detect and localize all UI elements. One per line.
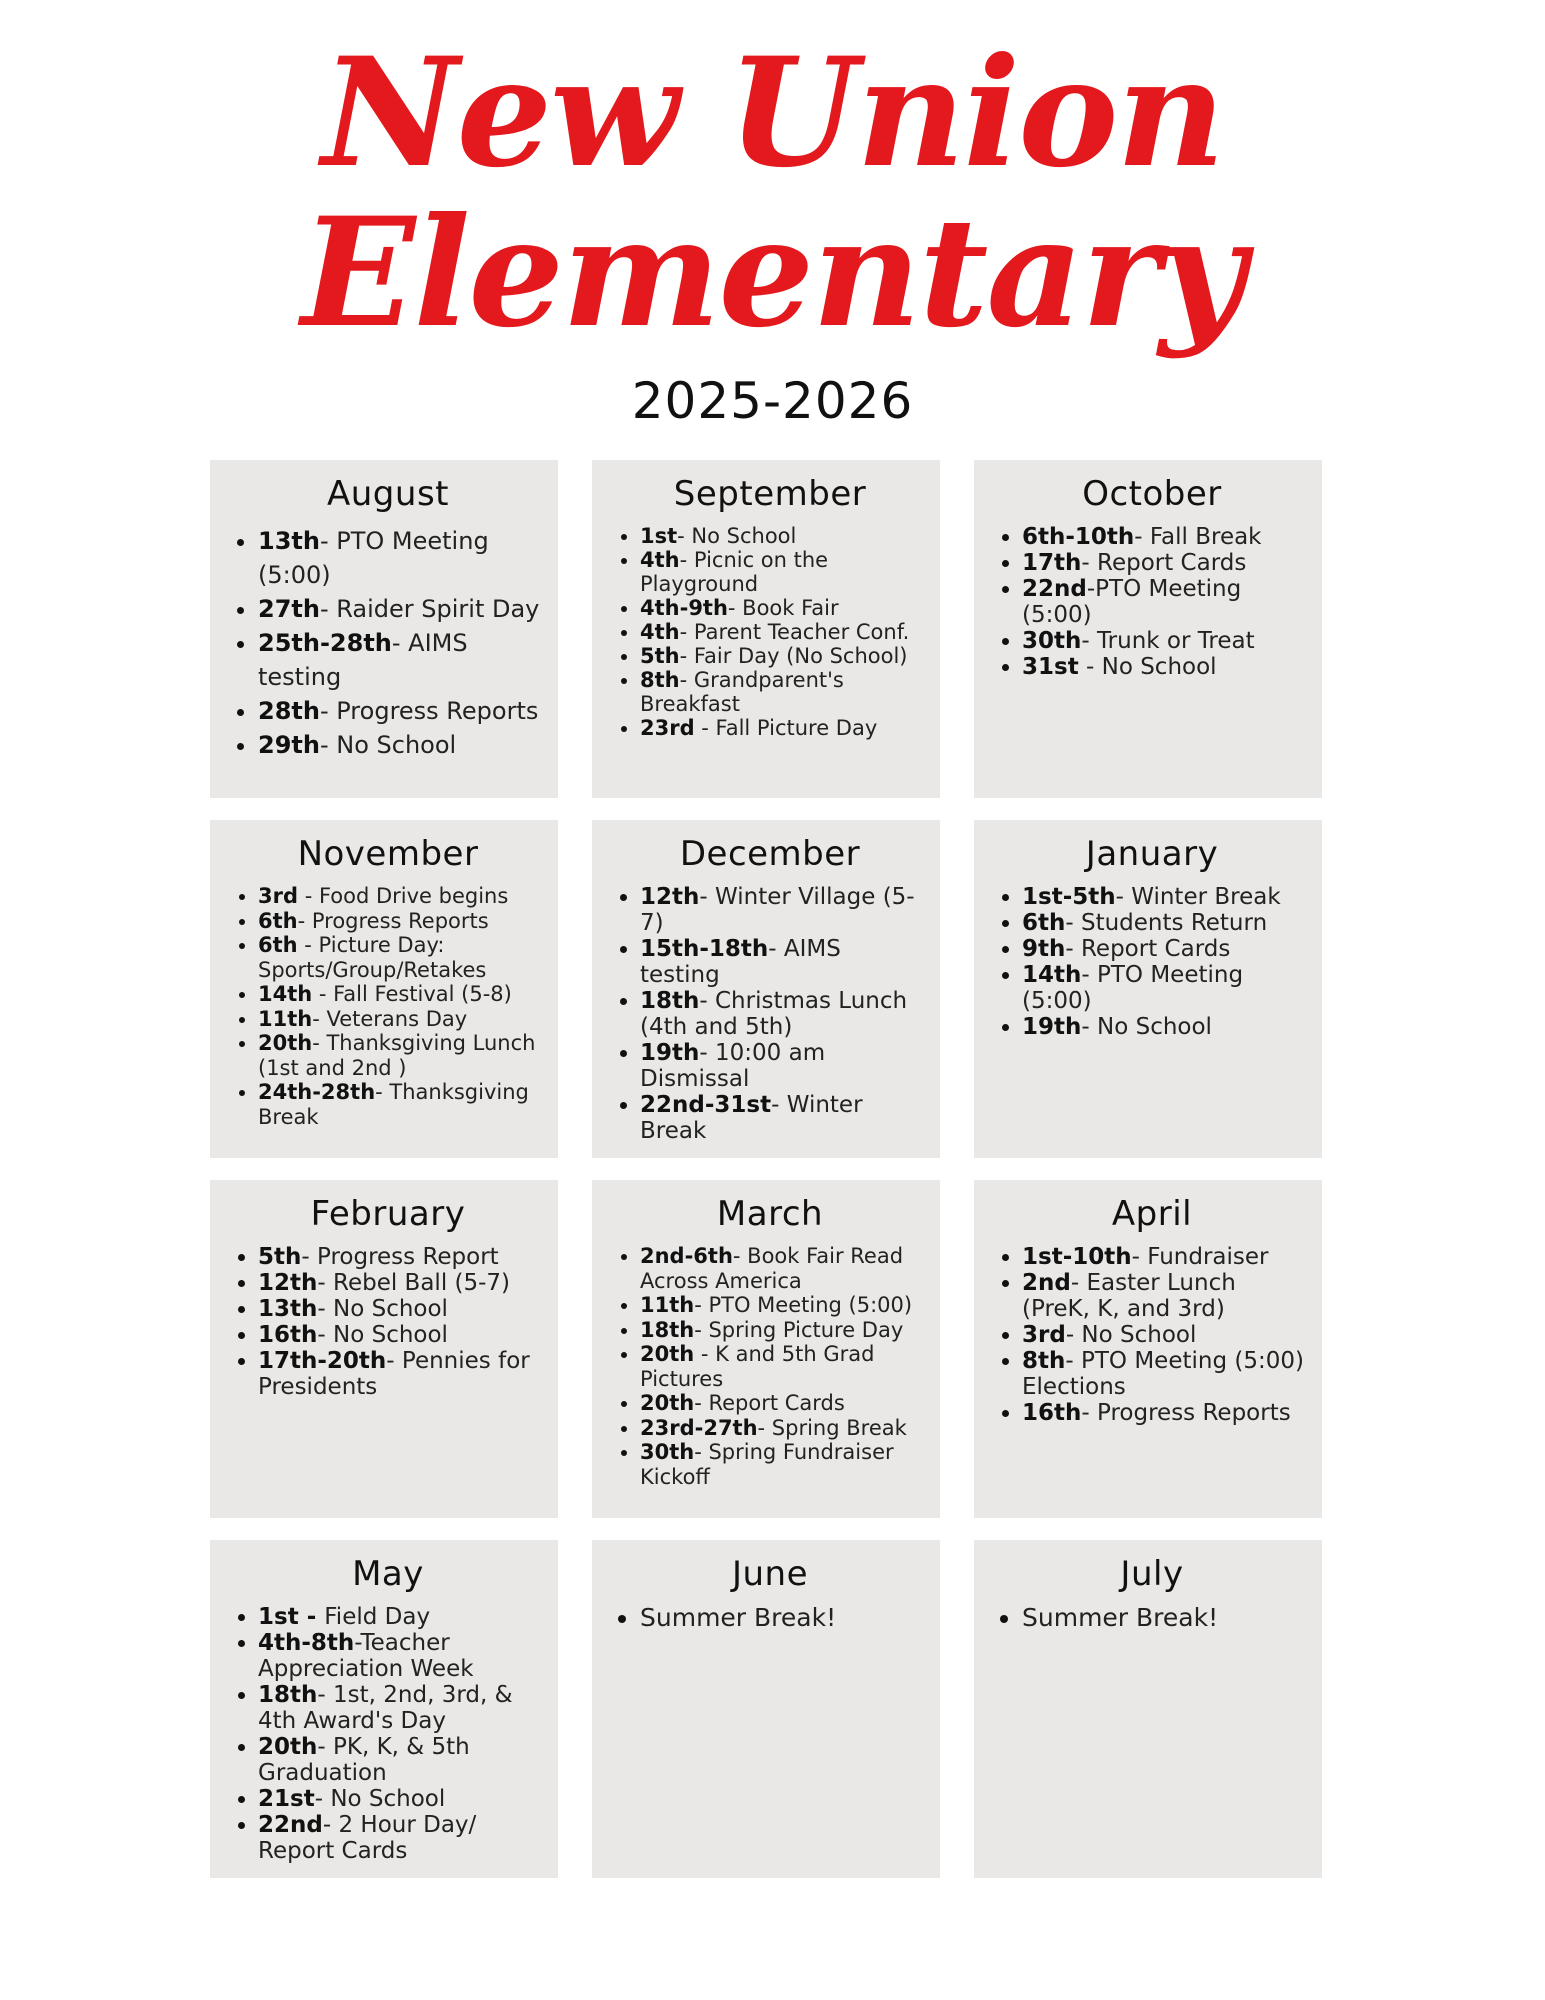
event-list — [232, 524, 544, 762]
event-text: - Progress Reports — [1081, 1400, 1291, 1426]
event-date: 13th — [258, 527, 320, 555]
month-title: August — [327, 474, 449, 514]
event-text: - Trunk or Treat — [1081, 628, 1255, 654]
event-date: 6th-10th — [1022, 524, 1135, 550]
event-date: 8th — [640, 668, 680, 692]
event-date: 2nd-6th — [640, 1244, 733, 1268]
event-text: - Report Cards — [1065, 936, 1231, 962]
event-text: - No School — [317, 1296, 448, 1322]
event-text: - Spring Picture Day — [694, 1317, 904, 1342]
event-text: - Progress Reports — [319, 697, 539, 725]
event-date: 2nd — [1022, 1270, 1071, 1296]
event-item — [640, 620, 926, 644]
event-text: - Book Fair — [727, 596, 839, 620]
month-card-october — [974, 460, 1322, 798]
event-text: - 2 Hour Day/ Report Cards — [258, 1812, 477, 1864]
month-title: October — [1082, 474, 1222, 514]
month-title: March — [716, 1194, 824, 1234]
event-text: - Parent Teacher Conf. — [679, 620, 910, 644]
event-text: - Fall Festival (5-8) — [312, 982, 512, 1006]
event-text: - Book Fair Read Across America — [640, 1244, 904, 1293]
event-date: 22nd-31st — [640, 1092, 772, 1118]
event-date: 19th — [1022, 1014, 1082, 1040]
event-date: 4th — [640, 548, 680, 572]
event-date: 19th — [640, 1040, 700, 1066]
event-item — [1022, 1604, 1308, 1632]
event-date: 30th — [1022, 628, 1082, 654]
event-text: - Winter Break — [640, 1092, 863, 1144]
event-item — [258, 1682, 544, 1734]
event-item — [640, 1092, 926, 1144]
month-title: May — [352, 1554, 424, 1594]
event-date: 27th — [258, 595, 320, 623]
event-text: - No School — [1078, 654, 1217, 680]
event-list — [614, 524, 926, 740]
event-date: 1st-10th — [1022, 1244, 1132, 1270]
event-item — [258, 1786, 544, 1812]
event-text: -PTO Meeting (5:00) — [1022, 576, 1242, 628]
month-title: November — [297, 834, 479, 874]
title-line-1: New Union — [321, 25, 1224, 201]
event-date: 20th — [258, 1031, 313, 1055]
event-text: - No School — [314, 1786, 446, 1812]
event-item — [258, 909, 544, 934]
month-title: September — [673, 474, 867, 514]
month-card-december — [592, 820, 940, 1158]
event-date: 18th — [640, 1317, 695, 1342]
event-text: - AIMS testing — [640, 936, 841, 988]
event-text: - No School — [1065, 1322, 1197, 1348]
event-item — [640, 884, 926, 936]
event-item — [1022, 910, 1308, 936]
event-text: Field Day — [324, 1604, 431, 1630]
event-date: 20th — [640, 1391, 695, 1415]
event-list — [232, 884, 544, 1129]
event-item — [640, 548, 926, 596]
event-item — [1022, 884, 1308, 910]
event-text: - PTO Meeting (5:00) Elections — [1022, 1348, 1304, 1400]
event-text: - Rebel Ball (5-7) — [317, 1270, 511, 1296]
event-list — [614, 1244, 926, 1489]
event-text: - Grandparent's Breakfast — [640, 668, 844, 716]
event-date: 12th — [258, 1270, 318, 1296]
event-date: 3rd — [1022, 1322, 1066, 1348]
event-item — [258, 694, 544, 728]
event-text: - Pennies for Presidents — [258, 1348, 530, 1400]
event-item — [1022, 654, 1308, 680]
event-item — [1022, 962, 1308, 1014]
event-item — [258, 1270, 544, 1296]
event-list — [996, 1244, 1308, 1426]
event-item — [640, 1416, 926, 1441]
month-card-january — [974, 820, 1322, 1158]
event-list — [996, 524, 1308, 680]
event-date: 30th — [640, 1440, 695, 1464]
event-date: 17th-20th — [258, 1348, 387, 1374]
event-item — [258, 1322, 544, 1348]
event-date: 18th — [258, 1682, 318, 1708]
event-date: 20th — [258, 1734, 318, 1760]
event-item — [1022, 1270, 1308, 1322]
event-date: 15th-18th — [640, 936, 769, 962]
event-item — [640, 1293, 926, 1318]
event-item — [640, 596, 926, 620]
event-date: 17th — [1022, 550, 1082, 576]
event-date: 14th — [1022, 962, 1082, 988]
event-item — [640, 524, 926, 548]
event-date: 6th — [258, 908, 298, 933]
event-date: 20th — [640, 1342, 695, 1366]
event-date: 5th — [640, 644, 680, 668]
event-item — [1022, 1014, 1308, 1040]
event-item — [258, 884, 544, 909]
event-date: 21st — [258, 1786, 315, 1812]
event-item — [1022, 524, 1308, 550]
event-date: 22nd — [258, 1812, 323, 1838]
event-list — [996, 1604, 1308, 1632]
event-item — [640, 1440, 926, 1489]
event-item — [640, 1318, 926, 1343]
event-item — [258, 592, 544, 626]
event-text: - PK, K, & 5th Graduation — [258, 1734, 470, 1786]
school-title — [0, 20, 1545, 361]
event-text: -Teacher Appreciation Week — [258, 1630, 474, 1682]
event-item — [258, 728, 544, 762]
month-title: July — [1120, 1554, 1184, 1594]
event-text: - Thanksgiving Break — [258, 1080, 529, 1129]
event-item — [258, 1244, 544, 1270]
event-date: 14th — [258, 982, 313, 1006]
event-text: Summer Break! — [640, 1603, 837, 1632]
event-text: - Report Cards — [694, 1391, 845, 1415]
event-item — [1022, 550, 1308, 576]
event-text: - AIMS testing — [258, 629, 468, 691]
event-item — [1022, 936, 1308, 962]
title-line-2: Elementary — [301, 185, 1244, 361]
event-text: - Fall Picture Day — [694, 716, 878, 740]
month-title: December — [679, 834, 861, 874]
school-year: 2025-2026 — [631, 372, 914, 430]
event-text: - 1st, 2nd, 3rd, & 4th Award's Day — [258, 1682, 513, 1734]
event-item — [258, 1007, 544, 1032]
month-title: February — [310, 1194, 466, 1234]
event-text: - Students Return — [1065, 910, 1268, 936]
event-date: 13th — [258, 1296, 318, 1322]
event-text: Summer Break! — [1022, 1603, 1219, 1632]
event-text: - Report Cards — [1081, 550, 1247, 576]
event-date: 6th — [1022, 910, 1066, 936]
event-item — [640, 988, 926, 1040]
event-text: - Picture Day: Sports/Group/Retakes — [258, 933, 487, 982]
event-text: - Winter Break — [1115, 884, 1281, 910]
event-item — [258, 524, 544, 592]
event-date: 12th — [640, 884, 700, 910]
month-title: April — [1111, 1194, 1193, 1234]
event-date: 22nd — [1022, 576, 1087, 602]
event-text: - Christmas Lunch (4th and 5th) — [640, 988, 908, 1040]
event-text: - Thanksgiving Lunch (1st and 2nd ) — [258, 1031, 536, 1080]
event-list — [232, 1604, 544, 1864]
event-text: - PTO Meeting (5:00) — [1022, 962, 1244, 1014]
event-item — [258, 1348, 544, 1400]
event-item — [640, 1040, 926, 1092]
event-item — [640, 1244, 926, 1293]
calendar-grid — [210, 460, 1322, 1878]
event-date: 23rd-27th — [640, 1415, 758, 1440]
event-text: - Raider Spirit Day — [319, 595, 540, 623]
event-date: 18th — [640, 988, 700, 1014]
event-item — [1022, 1244, 1308, 1270]
event-text: - 10:00 am Dismissal — [640, 1040, 826, 1092]
event-item — [640, 668, 926, 716]
event-item — [1022, 1322, 1308, 1348]
event-text: - No School — [317, 1322, 448, 1348]
event-text: - Fair Day (No School) — [679, 644, 908, 668]
event-text: - Fall Break — [1134, 524, 1262, 550]
event-date: 25th-28th — [258, 629, 392, 657]
event-date: 9th — [1022, 936, 1066, 962]
event-list — [996, 884, 1308, 1040]
event-list — [232, 1244, 544, 1400]
event-text: - No School — [319, 731, 457, 759]
event-item — [640, 1391, 926, 1416]
event-date: 6th — [258, 933, 298, 957]
event-text: - Picnic on the Playground — [640, 548, 829, 596]
event-text: - No School — [677, 524, 797, 548]
event-text: - Veterans Day — [312, 1006, 468, 1031]
event-item — [640, 644, 926, 668]
event-date: 1st — [640, 524, 678, 548]
event-item — [1022, 576, 1308, 628]
event-item — [1022, 1400, 1308, 1426]
event-date: 11th — [640, 1293, 695, 1317]
event-text: - Progress Report — [301, 1244, 499, 1270]
month-card-november — [210, 820, 558, 1158]
event-list — [614, 1604, 926, 1632]
event-item — [640, 936, 926, 988]
event-item — [258, 1630, 544, 1682]
event-date: 28th — [258, 697, 320, 725]
month-card-september — [592, 460, 940, 798]
event-text: - Food Drive begins — [298, 884, 509, 908]
event-item — [258, 1604, 544, 1630]
month-title: January — [1085, 834, 1219, 874]
event-item — [258, 1734, 544, 1786]
event-item — [258, 1296, 544, 1322]
event-text: - PTO Meeting (5:00) — [694, 1293, 913, 1317]
event-date: 8th — [1022, 1348, 1066, 1374]
event-date: 5th — [258, 1244, 302, 1270]
event-text: - PTO Meeting (5:00) — [258, 527, 489, 589]
event-date: 24th-28th — [258, 1080, 376, 1104]
month-card-august — [210, 460, 558, 798]
event-date: 1st - — [258, 1604, 325, 1630]
month-card-june — [592, 1540, 940, 1878]
event-text: - Spring Fundraiser Kickoff — [640, 1440, 894, 1489]
event-item — [258, 1031, 544, 1080]
event-date: 31st — [1022, 654, 1079, 680]
event-date: 11th — [258, 1006, 313, 1031]
event-date: 4th-9th — [640, 596, 728, 620]
event-item — [1022, 628, 1308, 654]
event-item — [258, 626, 544, 694]
event-item — [640, 716, 926, 740]
event-date: 29th — [258, 731, 320, 759]
event-item — [258, 1080, 544, 1129]
month-card-february — [210, 1180, 558, 1518]
event-date: 4th-8th — [258, 1630, 355, 1656]
month-title: June — [731, 1554, 809, 1594]
event-text: - Spring Break — [757, 1415, 907, 1440]
month-card-march — [592, 1180, 940, 1518]
event-item — [258, 982, 544, 1007]
event-item — [1022, 1348, 1308, 1400]
event-date: 1st-5th — [1022, 884, 1116, 910]
event-item — [258, 933, 544, 982]
event-text: - Winter Village (5-7) — [640, 884, 915, 936]
event-list — [614, 884, 926, 1144]
event-text: - Fundraiser — [1131, 1244, 1269, 1270]
event-date: 4th — [640, 620, 680, 644]
event-text: - Progress Reports — [297, 908, 489, 933]
event-item — [640, 1604, 926, 1632]
event-item — [640, 1342, 926, 1391]
event-text: - No School — [1081, 1014, 1212, 1040]
month-card-july — [974, 1540, 1322, 1878]
event-date: 23rd — [640, 716, 695, 740]
event-text: - Easter Lunch (PreK, K, and 3rd) — [1022, 1270, 1236, 1322]
event-text: - K and 5th Grad Pictures — [640, 1342, 875, 1391]
event-date: 16th — [258, 1322, 318, 1348]
event-item — [258, 1812, 544, 1864]
month-card-april — [974, 1180, 1322, 1518]
event-date: 16th — [1022, 1400, 1082, 1426]
event-date: 3rd — [258, 884, 299, 908]
month-card-may — [210, 1540, 558, 1878]
